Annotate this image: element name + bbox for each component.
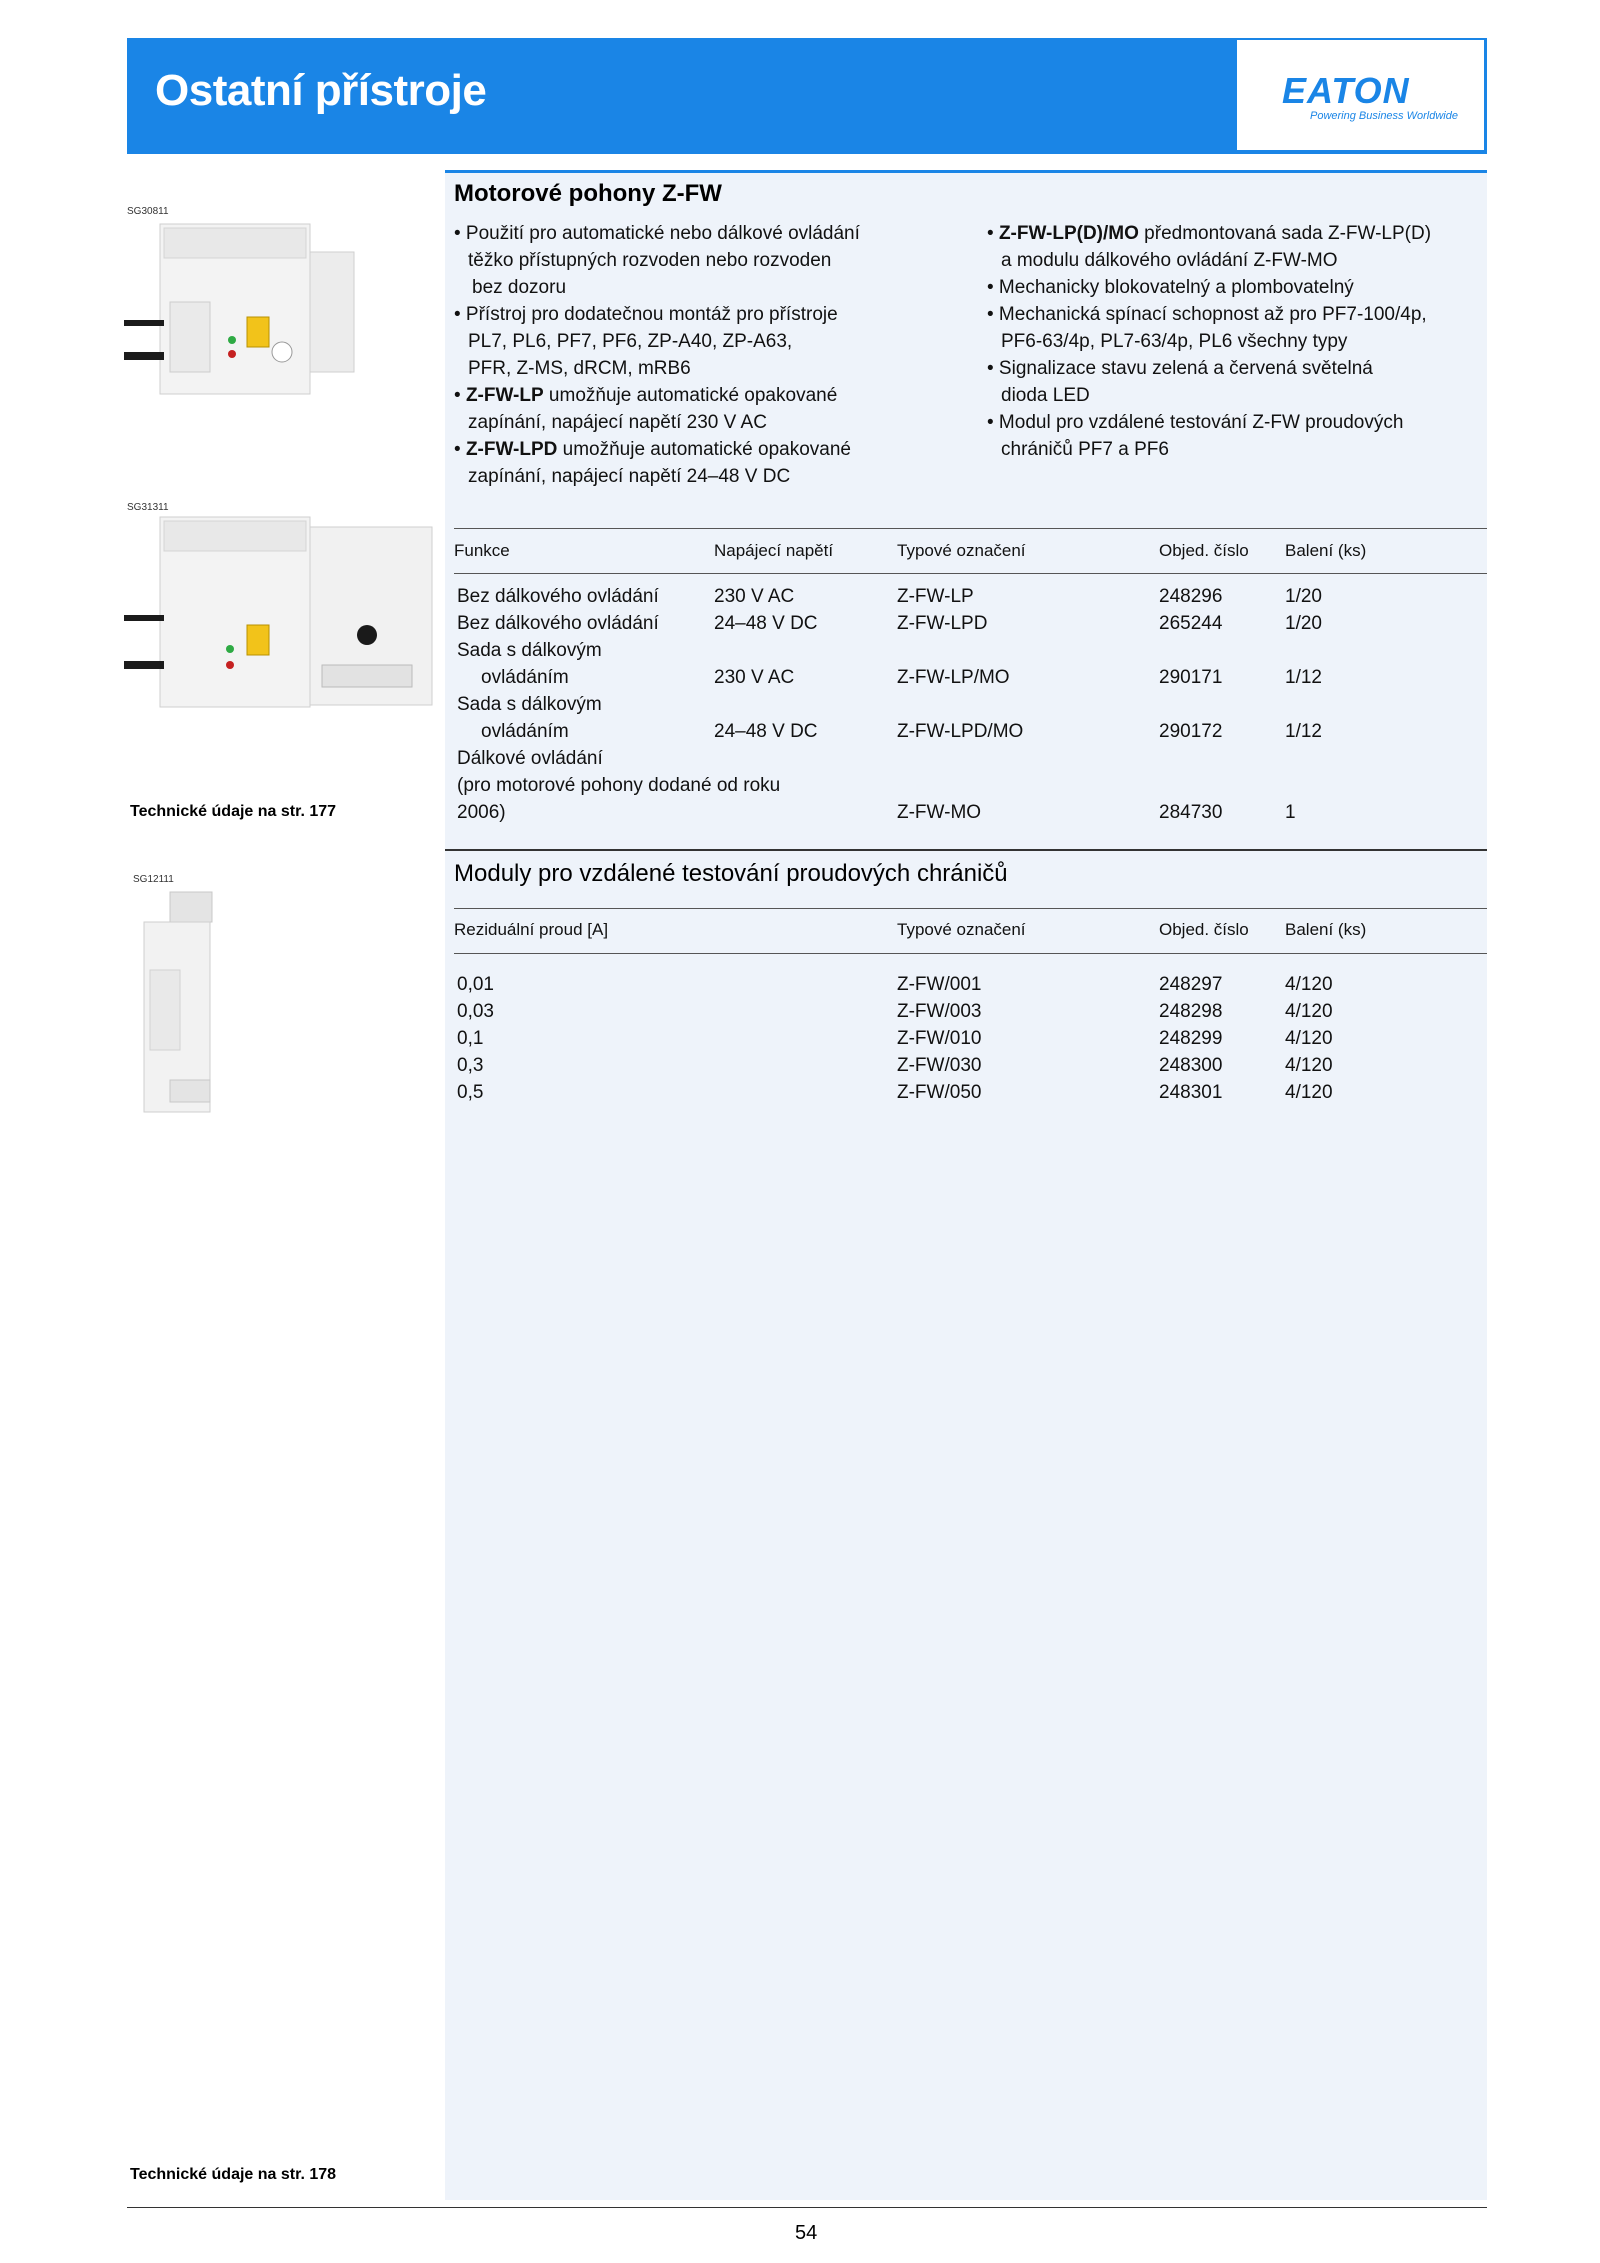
motor-drive-image-2: [122, 515, 440, 715]
image-code-2: SG31311: [127, 502, 169, 513]
bullet-item: • Z-FW-LP(D)/MO předmontovaná sada Z-FW-LP(D) a modulu dálkového ovládání Z-FW-MO: [987, 223, 1432, 271]
footer-rule: [127, 2207, 1487, 2208]
image-code-3: SG12111: [133, 874, 174, 885]
table-row: Sada s dálkovým ovládáním 230 V AC Z-FW-LP/MO 290171 1/12: [457, 640, 1322, 688]
table-row: 0,01 Z-FW/001 248297 4/120: [457, 974, 1333, 995]
bullets-column-1: [454, 220, 954, 490]
table1-header-type: Typové označení: [897, 541, 1026, 560]
section-divider: [445, 849, 1487, 851]
page-number: 54: [795, 2222, 818, 2244]
section-title-test-modules: Moduly pro vzdálené testování proudových chráničů: [454, 860, 1008, 887]
table-row: 0,03 Z-FW/003 248298 4/120: [457, 1001, 1333, 1022]
bullet-item: • Z-FW-LPD umožňuje automatické opakované zapínání, napájecí napětí 24–48 V DC: [454, 439, 851, 487]
table-row: Bez dálkového ovládání 230 V AC Z-FW-LP 248296 1/20: [457, 586, 1322, 607]
table-row: 0,1 Z-FW/010 248299 4/120: [457, 1028, 1333, 1049]
table2-header-current: Reziduální proud [A]: [454, 920, 609, 939]
table1-top-rule: [454, 528, 1487, 529]
bullet-item: • Přístroj pro dodatečnou montáž pro přístroje PL7, PL6, PF7, PF6, ZP-A40, ZP-A63, PFR, Z-MS, dRCM, mRB6: [454, 304, 838, 379]
table-row: Bez dálkového ovládání 24–48 V DC Z-FW-LPD 265244 1/20: [457, 613, 1322, 634]
table2-header-rule: [454, 953, 1487, 954]
page-title: Ostatní přístroje: [155, 66, 487, 115]
logo-tagline: Powering Business Worldwide: [1310, 110, 1458, 122]
tech-ref-1: Technické údaje na str. 177: [130, 803, 337, 820]
bullet-item: • Z-FW-LP umožňuje automatické opakované zapínání, napájecí napětí 230 V AC: [454, 385, 838, 433]
image-code-1: SG30811: [127, 206, 169, 217]
table2-header-order: Objed. číslo: [1159, 920, 1249, 939]
table-row: 0,5 Z-FW/050 248301 4/120: [457, 1082, 1333, 1103]
table2-header-type: Typové označení: [897, 920, 1026, 939]
bullet-item: • Mechanická spínací schopnost až pro PF7-100/4p, PF6-63/4p, PL7-63/4p, PL6 všechny typy: [987, 304, 1427, 352]
motor-drive-image-1: [122, 222, 358, 402]
table1-header-function: Funkce: [454, 541, 510, 560]
table2-body: [454, 971, 1487, 1106]
table-row: 0,3 Z-FW/030 248300 4/120: [457, 1055, 1333, 1076]
table1-header-order: Objed. číslo: [1159, 541, 1249, 560]
table2-top-rule: [454, 908, 1487, 909]
table1-header-pack: Balení (ks): [1285, 541, 1367, 560]
bullets-column-2: [987, 220, 1487, 463]
bullet-item: • Použití pro automatické nebo dálkové ovládání těžko přístupných rozvoden nebo rozvoden bez dozoru: [454, 223, 860, 298]
bullet-item: • Modul pro vzdálené testování Z-FW proudových chráničů PF7 a PF6: [987, 412, 1404, 460]
table1-body: [454, 583, 1487, 826]
section-title-motor-drives: Motorové pohony Z-FW: [454, 180, 722, 207]
panel-top-rule: [445, 170, 1487, 173]
table-row: Dálkové ovládání (pro motorové pohony dodané od roku 2006) Z-FW-MO 284730 1: [457, 748, 1296, 823]
bullet-item: • Mechanicky blokovatelný a plombovatelný: [987, 277, 1354, 298]
bullet-item: • Signalizace stavu zelená a červená světelná dioda LED: [987, 358, 1373, 406]
table-row: Sada s dálkovým ovládáním 24–48 V DC Z-FW-LPD/MO 290172 1/12: [457, 694, 1322, 742]
eaton-logo: EATON: [1282, 70, 1410, 111]
table2-header-pack: Balení (ks): [1285, 920, 1367, 939]
table1-header-voltage: Napájecí napětí: [714, 541, 834, 560]
table1-header-rule: [454, 573, 1487, 574]
tech-ref-2: Technické údaje na str. 178: [130, 2166, 337, 2183]
test-module-image: [140, 890, 240, 1120]
